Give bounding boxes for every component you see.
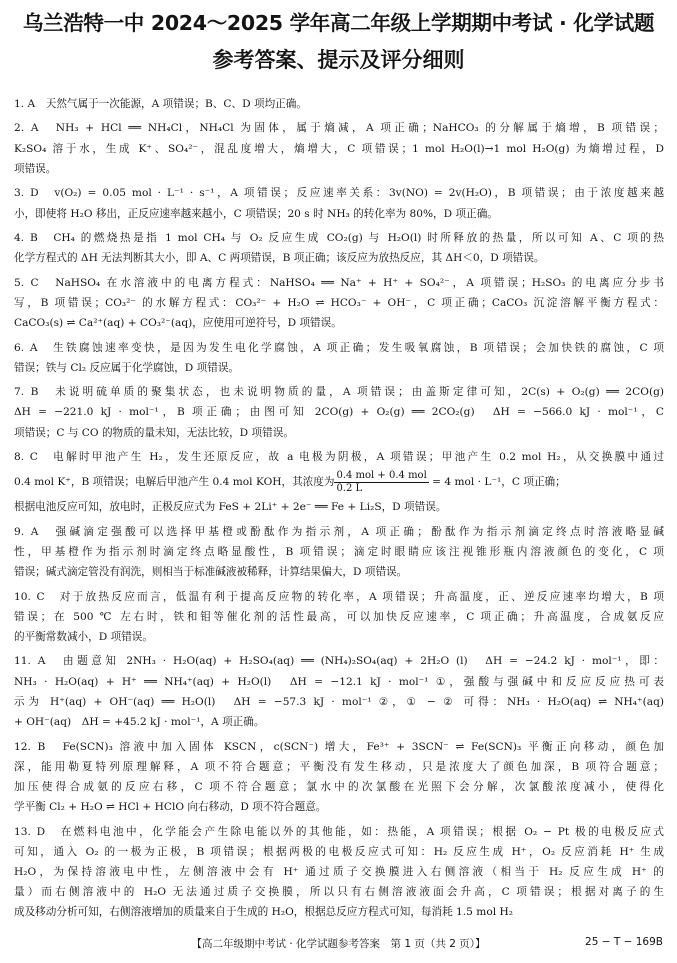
answer-line-text: 错误；碱式滴定管没有润洗，则相当于标准碱液被稀释，计算结果偏大，D 项错误。	[14, 566, 408, 579]
answer-line-text: 8. C 电解时甲池产生 H₂，发生还原反应，故 a 电极为阴极，A 项错误；甲池产生 0.2 mol H₂，从交换膜中通过	[14, 451, 664, 464]
answer-line	[14, 822, 664, 842]
answer-line-text: 写，B 项错误；CO₃²⁻ 的水解方程式：CO₃²⁻ + H₂O ⇌ HCO₃⁻ + OH⁻，C 项正确；CaCO₃ 沉淀溶解平衡方程式：	[14, 296, 664, 309]
answer-line-text: 小，即使将 H₂O 移出，正反应速率越来越小，C 项错误；20 s 时 NH₃ 的转化率为 80%，D 项正确。	[14, 207, 498, 220]
page-title: 乌兰浩特一中 2024～2025 学年高二年级上学期期中考试 · 化学试题	[22, 11, 655, 35]
answer-item	[14, 338, 664, 378]
answer-line-text: H₂O，为保持溶液电中性，左侧溶液中会有 H⁺ 通过质子交换膜进入右侧溶液（相当于 H₂ 反应生成 H⁺ 的	[14, 865, 664, 878]
answer-line-text: 可知，通入 O₂ 的一极为正极，B 项错误；根据两极的电极反应式可知：H₂ 反应生成 H⁺，O₂ 反应消耗 H⁺ 生成	[14, 845, 664, 858]
answer-line-text: 0.4 mol K⁺，B 项错误；电解后甲池产生 0.4 mol KOH，其浓度为	[14, 476, 335, 489]
answer-item	[14, 522, 664, 583]
answer-item	[14, 822, 664, 923]
answer-item	[14, 587, 664, 648]
answer-line-text: 11. A 由题意知 2NH₃ · H₂O(aq) + H₂SO₄(aq) ══ (NH₄)₂SO₄(aq) + 2H₂O (l) ΔH = −24.2 kJ · mol⁻¹，即：	[14, 655, 664, 668]
answer-line	[14, 842, 664, 862]
answer-line	[14, 358, 664, 378]
fraction-numerator: 0.4 mol + 0.4 mol	[336, 469, 427, 481]
answer-list	[14, 94, 664, 927]
answer-line	[14, 672, 664, 692]
answer-item	[14, 737, 664, 818]
answer-line-text: 项错误。	[14, 162, 57, 175]
answer-line-text: 学平衡 Cl₂ + H₂O ⇌ HCl + HClO 向右移动，D 项不符合题意。	[14, 801, 327, 814]
answer-item	[14, 651, 664, 732]
answer-line	[14, 447, 664, 467]
answer-line-text: 深，能用勒夏特列原理解释，A 项不符合题意；平衡没有发生移动，只是浓度大了颜色加深，B 项符合题意；	[14, 760, 664, 773]
footer-paper-code: 25 − T − 169B	[585, 936, 663, 948]
answer-item	[14, 447, 664, 517]
answer-line-text: 量）而右侧溶液中的 H₂O 无法通过质子交换膜，所以只有右侧溶液液面会升高，C 项错误；根据对离子的生	[14, 886, 664, 899]
fraction-result-text: = 4 mol · L⁻¹，C 项正确；	[428, 476, 566, 489]
answer-line	[14, 273, 664, 293]
answer-line-text: 13. D 在燃料电池中，化学能会产生除电能以外的其他能，如：热能，A 项错误；根据 O₂ − Pt 极的电极反应式	[14, 825, 664, 838]
page-subtitle: 参考答案、提示及评分细则	[212, 48, 465, 72]
answer-line	[14, 118, 664, 138]
answer-line	[14, 159, 664, 179]
answer-line	[14, 607, 664, 627]
answer-line	[14, 757, 664, 777]
answer-line-text: 5. C NaHSO₄ 在水溶液中的电离方程式：NaHSO₄ ══ Na⁺ + H⁺ + SO₄²⁻，A 项错误；H₂SO₃ 的电离应分步书	[14, 276, 664, 289]
answer-line-text: 性，甲基橙作为指示剂时滴定终点略显酸性，B 项错误；滴定时眼睛应该注视锥形瓶内溶液颜色的变化，C 项	[14, 545, 664, 558]
answer-line	[14, 777, 664, 797]
answer-line	[14, 204, 664, 224]
answer-line-text: K₂SO₄ 溶于水，生成 K⁺、SO₄²⁻，混乱度增大，熵增大，C 项错误；1 mol H₂O(l)→1 mol H₂O(g) 为熵增过程，D	[14, 142, 664, 155]
answer-line	[14, 902, 664, 922]
answer-item	[14, 382, 664, 443]
answer-line	[14, 587, 664, 607]
answer-item	[14, 94, 664, 114]
answer-line	[14, 402, 664, 422]
answer-line	[14, 797, 664, 817]
answer-line-text: CaCO₃(s) ⇌ Ca²⁺(aq) + CO₃²⁻(aq)，应使用可逆符号，D 项错误。	[14, 317, 342, 330]
answer-line	[14, 651, 664, 671]
answer-line	[14, 248, 664, 268]
answer-line	[14, 313, 664, 333]
answer-line-text: NH₃ · H₂O(aq) + H⁺ ══ NH₄⁺(aq) + H₂O(l) ΔH = −12.1 kJ · mol⁻¹ ①，强酸与强碱中和反应反应热可表	[14, 675, 664, 688]
footer-page-info: 【高二年级期中考试 · 化学试题参考答案 第 1 页（共 2 页）】	[191, 938, 486, 950]
answer-line	[14, 467, 664, 497]
answer-item	[14, 273, 664, 334]
answer-line-text: 项错误；C 与 CO 的物质的量未知，无法比较，D 项错误。	[14, 426, 294, 439]
answer-line-text: 根据电池反应可知，放电时，正极反应式为 FeS + 2Li⁺ + 2e⁻ ══ Fe + Li₂S，D 项错误。	[14, 501, 447, 514]
answer-line-text: 成及移动分析可知，右侧溶液增加的质量来自于生成的 H₂O，根据总反应方程式可知，每消耗 1.5 mol H₂	[14, 906, 513, 919]
answer-line	[14, 382, 664, 402]
answer-line	[14, 522, 664, 542]
answer-line	[14, 293, 664, 313]
answer-line	[14, 139, 664, 159]
answer-line-text: 错误；铁与 Cl₂ 反应属于化学腐蚀，D 项错误。	[14, 361, 240, 374]
answer-line-text: 10. C 对于放热反应而言，低温有利于提高反应物的转化率，A 项错误；升高温度，正、逆反应速率均增大，B 项	[14, 590, 664, 603]
answer-item	[14, 118, 664, 179]
answer-line-text: 加压使得合成氨的反应右移，C 项不符合题意；氯水中的次氯酸在光照下会分解，次氯酸浓度减小，使得化	[14, 780, 664, 793]
answer-line	[14, 692, 664, 712]
answer-line-text: ΔH = −221.0 kJ · mol⁻¹，B 项正确；由图可知 2CO(g) + O₂(g) ══ 2CO₂(g) ΔH = −566.0 kJ · mol⁻¹，C	[14, 406, 664, 419]
answer-line-text: 4. B CH₄ 的燃烧热是指 1 mol CH₄ 与 O₂ 反应生成 CO₂(g) 与 H₂O(l) 时所释放的热量，所以可知 A、C 项的热	[14, 232, 664, 245]
answer-line-text: 1. A 天然气属于一次能源，A 项错误；B、C、D 项均正确。	[14, 98, 307, 110]
fraction-denominator: 0.2 L	[336, 482, 363, 494]
answer-line-text: 示为 H⁺(aq) + OH⁻(aq) ══ H₂O(l) ΔH = −57.3 kJ · mol⁻¹ ②，① − ② 可得：NH₃ · H₂O(aq) ⇌ NH₄⁺(aq)	[14, 695, 664, 708]
answer-item	[14, 228, 664, 268]
concentration-fraction	[334, 470, 428, 495]
answer-line	[14, 338, 664, 358]
answer-line-text: 6. A 生铁腐蚀速率变快，是因为发生电化学腐蚀，A 项正确；发生吸氧腐蚀，B 项错误；会加快铁的腐蚀，C 项	[14, 341, 664, 354]
page-footer	[0, 936, 677, 954]
answer-line	[14, 542, 664, 562]
answer-line-text: 2. A NH₃ + HCl ══ NH₄Cl，NH₄Cl 为固体，属于熵减，A 项正确；NaHCO₃ 的分解属于熵增，B 项错误；	[14, 122, 664, 135]
answer-line-text: 3. D v(O₂) = 0.05 mol · L⁻¹ · s⁻¹，A 项错误；反应速率关系：3v(NO) = 2v(H₂O)，B 项错误；由于浓度越来越	[14, 187, 664, 200]
answer-line	[14, 423, 664, 443]
answer-line	[14, 712, 664, 732]
answer-line	[14, 862, 664, 882]
answer-line	[14, 94, 664, 114]
answer-line-text: 9. A 强碱滴定强酸可以选择甲基橙或酚酞作为指示剂，A 项正确；酚酞作为指示剂滴定终点时溶液略显碱	[14, 525, 664, 538]
answer-line	[14, 737, 664, 757]
answer-line-text: 的平衡常数减小，D 项错误。	[14, 630, 153, 643]
answer-item	[14, 183, 664, 223]
answer-line-text: 错误；在 500 ℃ 左右时，铁和钼等催化剂的活性最高，可以加快反应速率，C 项正确；升高温度，合成氨反应	[14, 610, 664, 623]
answer-line-text: 化学方程式的 ΔH 无法判断其大小，即 A、C 两项错误，B 项正确；该反应为放热反应，其 ΔH＜0，D 项错误。	[14, 252, 545, 265]
answer-line	[14, 562, 664, 582]
answer-line	[14, 497, 664, 517]
answer-line	[14, 228, 664, 248]
answer-line-text: 7. B 未说明硫单质的聚集状态，也未说明物质的量，A 项错误；由盖斯定律可知，2C(s) + O₂(g) ══ 2CO(g)	[14, 386, 664, 399]
answer-line	[14, 627, 664, 647]
answer-line-text: 12. B Fe(SCN)₃ 溶液中加入固体 KSCN，c(SCN⁻) 增大，Fe³⁺ + 3SCN⁻ ⇌ Fe(SCN)₃ 平衡正向移动，颜色加	[14, 740, 664, 753]
answer-line	[14, 183, 664, 203]
answer-line	[14, 882, 664, 902]
answer-line-text: + OH⁻(aq) ΔH = +45.2 kJ · mol⁻¹，A 项正确。	[14, 716, 265, 729]
